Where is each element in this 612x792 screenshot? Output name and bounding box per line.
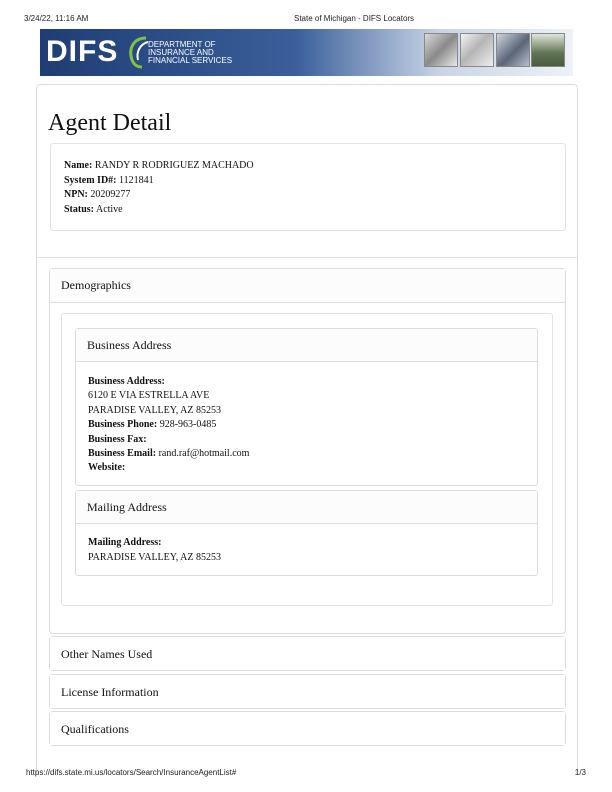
business-phone-value: 928-963-0485 (159, 419, 217, 430)
print-page-title: State of Michigan - DIFS Locators (294, 14, 415, 23)
business-phone-row (88, 418, 216, 431)
print-footer (26, 768, 586, 780)
business-address-line-2: PARADISE VALLEY, AZ 85253 (88, 405, 221, 416)
business-address-label: Business Address: (88, 376, 165, 387)
documents-photo (460, 33, 494, 67)
mailing-address-line-1: PARADISE VALLEY, AZ 85253 (88, 552, 221, 563)
agent-name-row (64, 159, 254, 172)
difs-banner[interactable] (40, 29, 573, 76)
name-value: RANDY R RODRIGUEZ MACHADO (94, 160, 254, 171)
mailing-address-title: Mailing Address (87, 500, 167, 514)
department-name (148, 41, 232, 65)
print-datetime: 3/24/22, 11:16 AM (24, 14, 89, 23)
demographics-title: Demographics (61, 278, 131, 292)
other-names-title: Other Names Used (61, 647, 153, 661)
demographics-header[interactable] (50, 269, 565, 303)
difs-logo-text: DIFS (46, 35, 119, 68)
agent-summary-box (50, 143, 566, 231)
business-email-value[interactable]: rand.raf@hotmail.com (158, 448, 250, 459)
website-row (88, 461, 125, 474)
npn-row (64, 188, 130, 201)
mailing-address-label: Mailing Address: (88, 537, 162, 548)
business-phone-label: Business Phone: (88, 419, 158, 430)
system-id-value: 1121841 (119, 175, 154, 186)
status-label: Status: (64, 204, 95, 215)
npn-value: 20209277 (90, 189, 131, 200)
business-address-title: Business Address (87, 338, 172, 352)
other-names-panel[interactable] (49, 636, 566, 671)
calculator-photo (496, 33, 530, 67)
house-photo (531, 33, 565, 67)
business-fax-label: Business Fax: (88, 434, 147, 445)
mailing-address-label-row (88, 536, 161, 549)
business-email-row (88, 447, 249, 460)
business-address-label-row (88, 375, 165, 388)
print-page-number: 1/3 (574, 768, 586, 777)
qualifications-header[interactable] (50, 712, 565, 745)
qualifications-panel[interactable] (49, 711, 566, 746)
stethoscope-photo (424, 33, 458, 67)
status-row (64, 203, 123, 216)
mailing-address-header[interactable] (76, 491, 537, 524)
license-information-panel[interactable] (49, 674, 566, 709)
department-line-2: INSURANCE AND (148, 48, 214, 57)
license-information-title: License Information (61, 685, 159, 699)
npn-label: NPN: (64, 189, 88, 200)
system-id-label: System ID#: (64, 175, 117, 186)
website-label: Website: (88, 462, 126, 473)
department-line-1: DEPARTMENT OF (148, 40, 216, 49)
name-label: Name: (64, 160, 93, 171)
license-information-header[interactable] (50, 675, 565, 708)
qualifications-title: Qualifications (61, 722, 129, 736)
business-address-header[interactable] (76, 329, 537, 362)
other-names-header[interactable] (50, 637, 565, 670)
print-url: https://difs.state.mi.us/locators/Search/InsuranceAgentList# (26, 768, 237, 777)
system-id-row (64, 174, 154, 187)
print-header (24, 14, 588, 26)
page-title: Agent Detail (48, 110, 172, 136)
status-value: Active (95, 204, 123, 215)
business-fax-row (88, 433, 147, 446)
department-line-3: FINANCIAL SERVICES (148, 56, 233, 65)
business-email-label: Business Email: (88, 448, 157, 459)
business-address-line-1: 6120 E VIA ESTRELLA AVE (88, 390, 210, 401)
section-divider (37, 257, 577, 258)
